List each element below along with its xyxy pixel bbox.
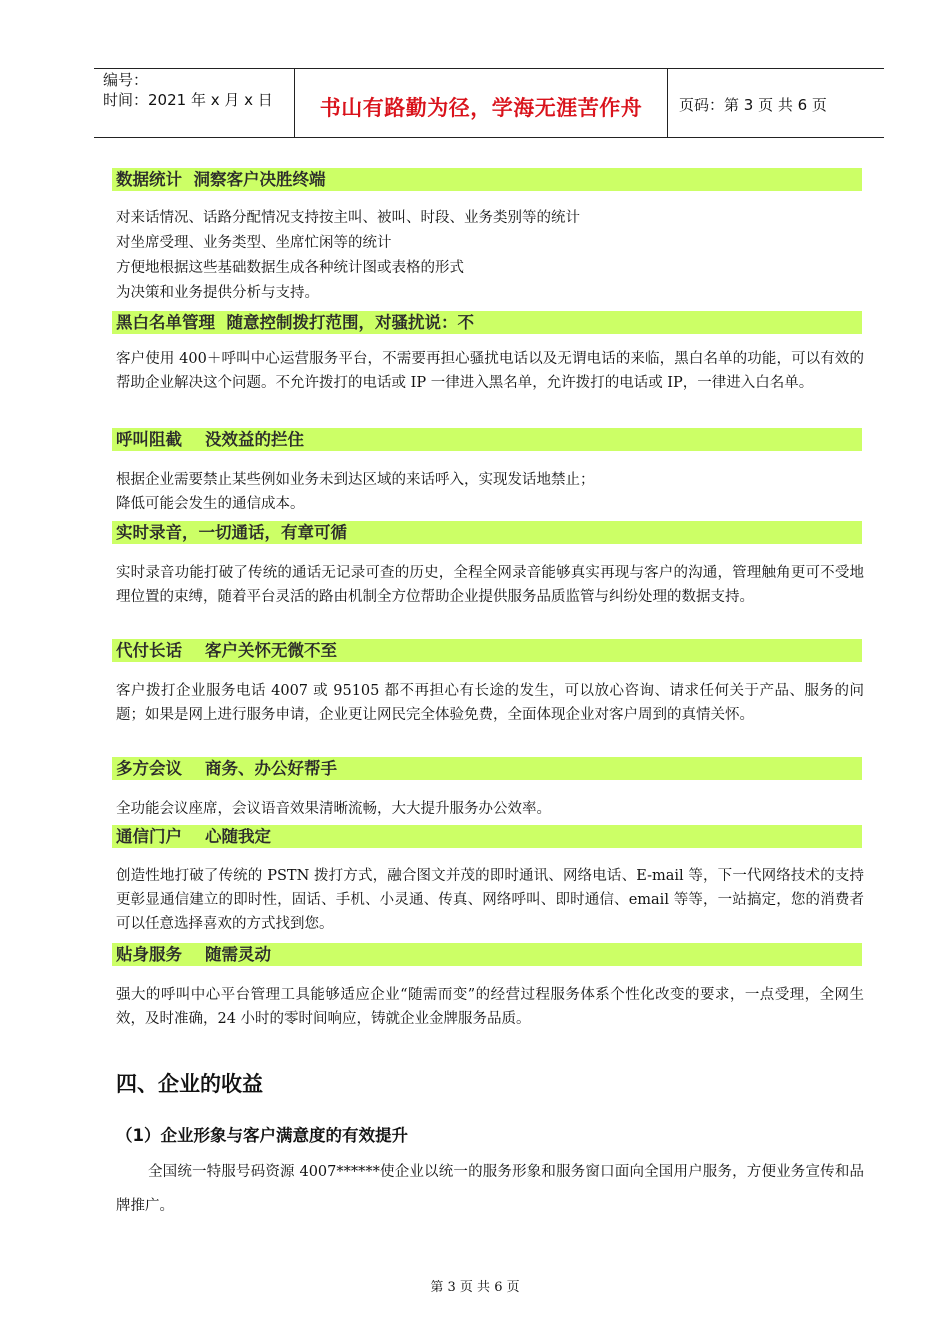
header-page-code: 页码：第 3 页 共 6 页: [679, 96, 827, 114]
section-title-conference: 多方会议 商务、办公好帮手: [112, 757, 862, 780]
call-blocking-line: 根据企业需要禁止某些例如业务未到达区域的来话呼入，实现发话地禁止；: [116, 472, 595, 488]
section-title-call-blocking: 呼叫阻截 没效益的拦住: [112, 428, 862, 451]
header-page-cell: [668, 69, 884, 137]
document-time-label: 时间：2021 年 x 月 x 日: [103, 91, 273, 109]
chapter-paragraph: 全国统一特服号码资源 4007******使企业以统一的服务形象和服务窗口面向全国用户服务，方便业务宣传和品牌推广。: [116, 1164, 864, 1214]
section-title-service: 贴身服务 随需灵动: [112, 943, 862, 966]
section-title-blacklist: 黑白名单管理 随意控制拨打范围，对骚扰说：不: [112, 311, 862, 334]
portal-paragraph: 创造性地打破了传统的 PSTN 拨打方式，融合图文并茂的即时通讯、网络电话、E-mail 等，下一代网络技术的支持更彰显通信建立的即时性，固话、手机、小灵通、传真、网络呼叫、即时通信、email 等等，一站搞定，您的消费者可以任意选择喜欢的方式找到您。: [116, 868, 864, 932]
toll-free-paragraph: 客户拨打企业服务电话 4007 或 95105 都不再担心有长途的发生，可以放心咨询、请求任何关于产品、服务的问题；如果是网上进行服务申请，企业更让网民完全体验免费，全面体现企业对客户周到的真情关怀。: [116, 683, 864, 723]
page-header: [94, 68, 884, 138]
page-footer: 第 3 页 共 6 页: [430, 1280, 520, 1295]
statistics-line: 对坐席受理、业务类型、坐席忙闲等的统计: [116, 235, 392, 251]
blacklist-paragraph: 客户使用 400＋呼叫中心运营服务平台，不需要再担心骚扰电话以及无谓电话的来临，黑白名单的功能，可以有效的帮助企业解决这个问题。不允许拨打的电话或 IP 一律进入黑名单，允许拨打的电话或 IP，一律进入白名单。: [116, 351, 864, 391]
conference-paragraph: 全功能会议座席，会议语音效果清晰流畅，大大提升服务办公效率。: [116, 801, 551, 817]
chapter-heading: 四、企业的收益: [116, 1072, 263, 1096]
document-number-label: 编号：: [103, 71, 149, 89]
header-meta-cell: [94, 69, 295, 137]
section-title-portal: 通信门户 心随我定: [112, 825, 862, 848]
statistics-line: 为决策和业务提供分析与支持。: [116, 285, 319, 301]
section-title-statistics: 数据统计 洞察客户决胜终端: [112, 168, 862, 191]
header-motto-cell: [295, 69, 668, 137]
statistics-line: 方便地根据这些基础数据生成各种统计图或表格的形式: [116, 260, 464, 276]
section-title-recording: 实时录音，一切通话，有章可循: [112, 521, 862, 544]
chapter-subheading: （1）企业形象与客户满意度的有效提升: [116, 1126, 408, 1145]
statistics-line: 对来话情况、话路分配情况支持按主叫、被叫、时段、业务类别等的统计: [116, 210, 580, 226]
call-blocking-line: 降低可能会发生的通信成本。: [116, 496, 305, 512]
service-paragraph: 强大的呼叫中心平台管理工具能够适应企业“随需而变”的经营过程服务体系个性化改变的要求，一点受理，全网生效，及时准确，24 小时的零时间响应，铸就企业金牌服务品质。: [116, 987, 864, 1027]
section-title-toll-free: 代付长话 客户关怀无微不至: [112, 639, 862, 662]
header-motto: 书山有路勤为径，学海无涯苦作舟: [319, 96, 643, 120]
recording-paragraph: 实时录音功能打破了传统的通话无记录可查的历史，全程全网录音能够真实再现与客户的沟通，管理触角更可不受地理位置的束缚，随着平台灵活的路由机制全方位帮助企业提供服务品质监管与纠纷处理的数据支持。: [116, 565, 864, 605]
